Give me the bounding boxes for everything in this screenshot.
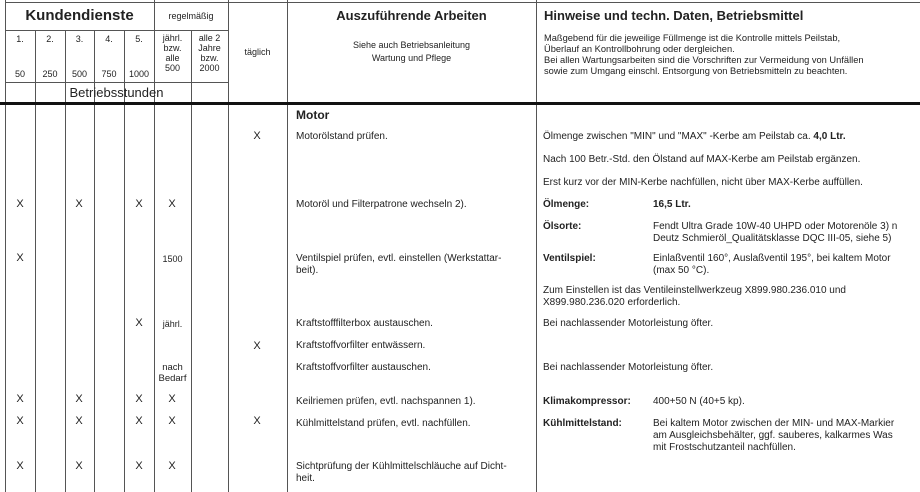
grid-line	[5, 30, 228, 31]
hinweise-intro	[544, 33, 864, 77]
note-value	[653, 253, 891, 277]
yearly-value: jährl.	[162, 319, 183, 329]
check-mark: X	[75, 198, 83, 210]
note-text: Bei nachlassender Motorleistung öfter.	[543, 318, 714, 329]
check-mark: X	[135, 198, 143, 210]
note-label: Kühlmittelstand:	[543, 418, 622, 429]
service-4-number: 4.	[105, 34, 113, 44]
grid-line	[536, 0, 537, 492]
note-line: Zum Einstellen ist das Ventileinstellwerkzeug X899.980.236.010 und	[543, 285, 846, 296]
service-5-hours: 1000	[128, 69, 150, 79]
task-text: Motorölstand prüfen.	[296, 131, 388, 142]
check-mark: X	[75, 393, 83, 405]
note-line: Einlaßventil 160°, Auslaßventil 195°, bei kaltem Motor	[653, 253, 891, 264]
hinweise-line: sowie zum Umgang einschl. Entsorgung von Betriebsmitteln zu beachten.	[544, 66, 848, 76]
grid-line	[228, 0, 229, 492]
check-mark: X	[168, 198, 176, 210]
betriebsstunden-label: Betriebsstunden	[69, 85, 164, 100]
check-mark: X	[135, 317, 143, 329]
two-years-heading	[191, 33, 228, 73]
note-line: Fendt Ultra Grade 10W-40 UHPD oder Motorenöle 3) n	[653, 221, 898, 232]
yearly-line: jährl.	[162, 33, 183, 43]
note-text: Bei nachlassender Motorleistung öfter.	[543, 362, 714, 373]
note-label: Klimakompressor:	[543, 396, 631, 407]
task-text	[296, 253, 501, 277]
check-mark: X	[253, 340, 261, 352]
note-value	[653, 418, 894, 454]
note-werkzeug	[543, 285, 846, 309]
yearly-line: bzw.	[163, 43, 182, 53]
two-years-line: Jahre	[198, 43, 221, 53]
note-value: 16,5 Ltr.	[653, 199, 691, 210]
hinweise-line: Bei allen Wartungsarbeiten sind die Vorschriften zur Vermeidung von Unfällen	[544, 55, 864, 65]
check-mark: X	[168, 393, 176, 405]
task-line: Ventilspiel prüfen, evtl. einstellen (Werkstattar-	[296, 253, 502, 264]
note-oelmenge-peilstab	[543, 131, 846, 143]
task-text: Kraftstoffvorfilter austauschen.	[296, 362, 431, 373]
service-2-hours: 250	[42, 69, 58, 79]
task-text	[296, 461, 507, 485]
note-label: Ölmenge:	[543, 199, 590, 210]
note-line: (max 50 °C).	[653, 265, 710, 276]
check-mark: X	[16, 393, 24, 405]
note-text: Nach 100 Betr.-Std. den Ölstand auf MAX-Kerbe am Peilstab ergänzen.	[543, 154, 861, 165]
arbeiten-heading: Auszuführende Arbeiten	[336, 8, 487, 23]
note-line: mit Frostschutzanteil nachfüllen.	[653, 442, 796, 453]
task-line: beit).	[296, 265, 319, 276]
hinweise-heading: Hinweise und techn. Daten, Betriebsmittel	[544, 8, 804, 23]
task-text: Keilriemen prüfen, evtl. nachspannen 1).	[296, 396, 476, 407]
check-mark: X	[135, 415, 143, 427]
taeglich-heading: täglich	[244, 47, 271, 57]
note-line: am Ausgleichsbehälter, ggf. sauberes, kalkarmes Was	[653, 430, 893, 441]
service-3-hours: 500	[71, 69, 88, 79]
yearly-line: nach	[162, 362, 183, 373]
regelmaessig-heading: regelmäßig	[168, 11, 214, 21]
check-mark: X	[135, 460, 143, 472]
yearly-line: Bedarf	[158, 373, 187, 384]
yearly-value	[154, 362, 191, 384]
hinweise-line: Maßgebend für die jeweilige Füllmenge ist die Kontrolle mittels Peilstab,	[544, 33, 841, 43]
yearly-line: 500	[164, 63, 181, 73]
task-text: Kühlmittelstand prüfen, evtl. nachfüllen.	[296, 418, 471, 429]
yearly-line: alle	[165, 53, 180, 63]
task-line: heit.	[296, 473, 315, 484]
check-mark: X	[253, 130, 261, 142]
arbeiten-sub-2: Wartung und Pflege	[371, 53, 452, 63]
note-label: Ventilspiel:	[543, 253, 596, 264]
note-line: Deutz Schmieröl_Qualitätsklasse DQC III-05, siehe 5)	[653, 233, 892, 244]
grid-line	[5, 82, 228, 83]
check-mark: X	[75, 460, 83, 472]
yearly-value: 1500	[162, 254, 183, 264]
service-3-number: 3.	[75, 34, 84, 44]
two-years-line: 2000	[199, 63, 220, 73]
service-1-hours: 50	[14, 69, 25, 79]
note-value	[653, 221, 897, 245]
check-mark: X	[135, 393, 143, 405]
header-divider	[0, 102, 920, 105]
check-mark: X	[16, 415, 24, 427]
task-text: Motoröl und Filterpatrone wechseln 2).	[296, 199, 467, 210]
note-text: Ölmenge zwischen "MIN" und "MAX" -Kerbe am Peilstab ca.	[543, 131, 814, 142]
check-mark: X	[168, 415, 176, 427]
note-label: Ölsorte:	[543, 221, 582, 232]
two-years-line: bzw.	[200, 53, 219, 63]
section-title-motor: Motor	[296, 108, 330, 122]
check-mark: X	[16, 198, 24, 210]
service-1-number: 1.	[16, 34, 24, 44]
check-mark: X	[75, 415, 83, 427]
note-line: Bei kaltem Motor zwischen der MIN- und MAX-Markier	[653, 418, 895, 429]
grid-line	[5, 2, 920, 3]
task-text: Kraftstofffilterbox austauschen.	[296, 318, 433, 329]
note-value: 4,0 Ltr.	[813, 131, 846, 142]
service-4-hours: 750	[101, 69, 117, 79]
service-2-number: 2.	[46, 34, 54, 44]
check-mark: X	[168, 460, 176, 472]
yearly-heading	[154, 33, 191, 73]
check-mark: X	[16, 252, 24, 264]
note-line: X899.980.236.020 erforderlich.	[543, 297, 681, 308]
grid-line	[287, 0, 288, 492]
two-years-line: alle 2	[198, 33, 221, 43]
kundendienste-heading: Kundendienste	[25, 7, 134, 24]
check-mark: X	[253, 415, 261, 427]
hinweise-line: Überlauf an Kontrollbohrung oder dergleichen.	[544, 44, 735, 54]
service-5-number: 5.	[135, 34, 143, 44]
check-mark: X	[16, 460, 24, 472]
note-value: 400+50 N (40+5 kp).	[653, 396, 745, 407]
grid-line	[154, 0, 155, 492]
arbeiten-sub-1: Siehe auch Betriebsanleitung	[352, 40, 471, 50]
task-text: Kraftstoffvorfilter entwässern.	[296, 340, 426, 351]
task-line: Sichtprüfung der Kühlmittelschläuche auf Dicht-	[296, 461, 507, 472]
note-text: Erst kurz vor der MIN-Kerbe nachfüllen, nicht über MAX-Kerbe auffüllen.	[543, 177, 863, 188]
